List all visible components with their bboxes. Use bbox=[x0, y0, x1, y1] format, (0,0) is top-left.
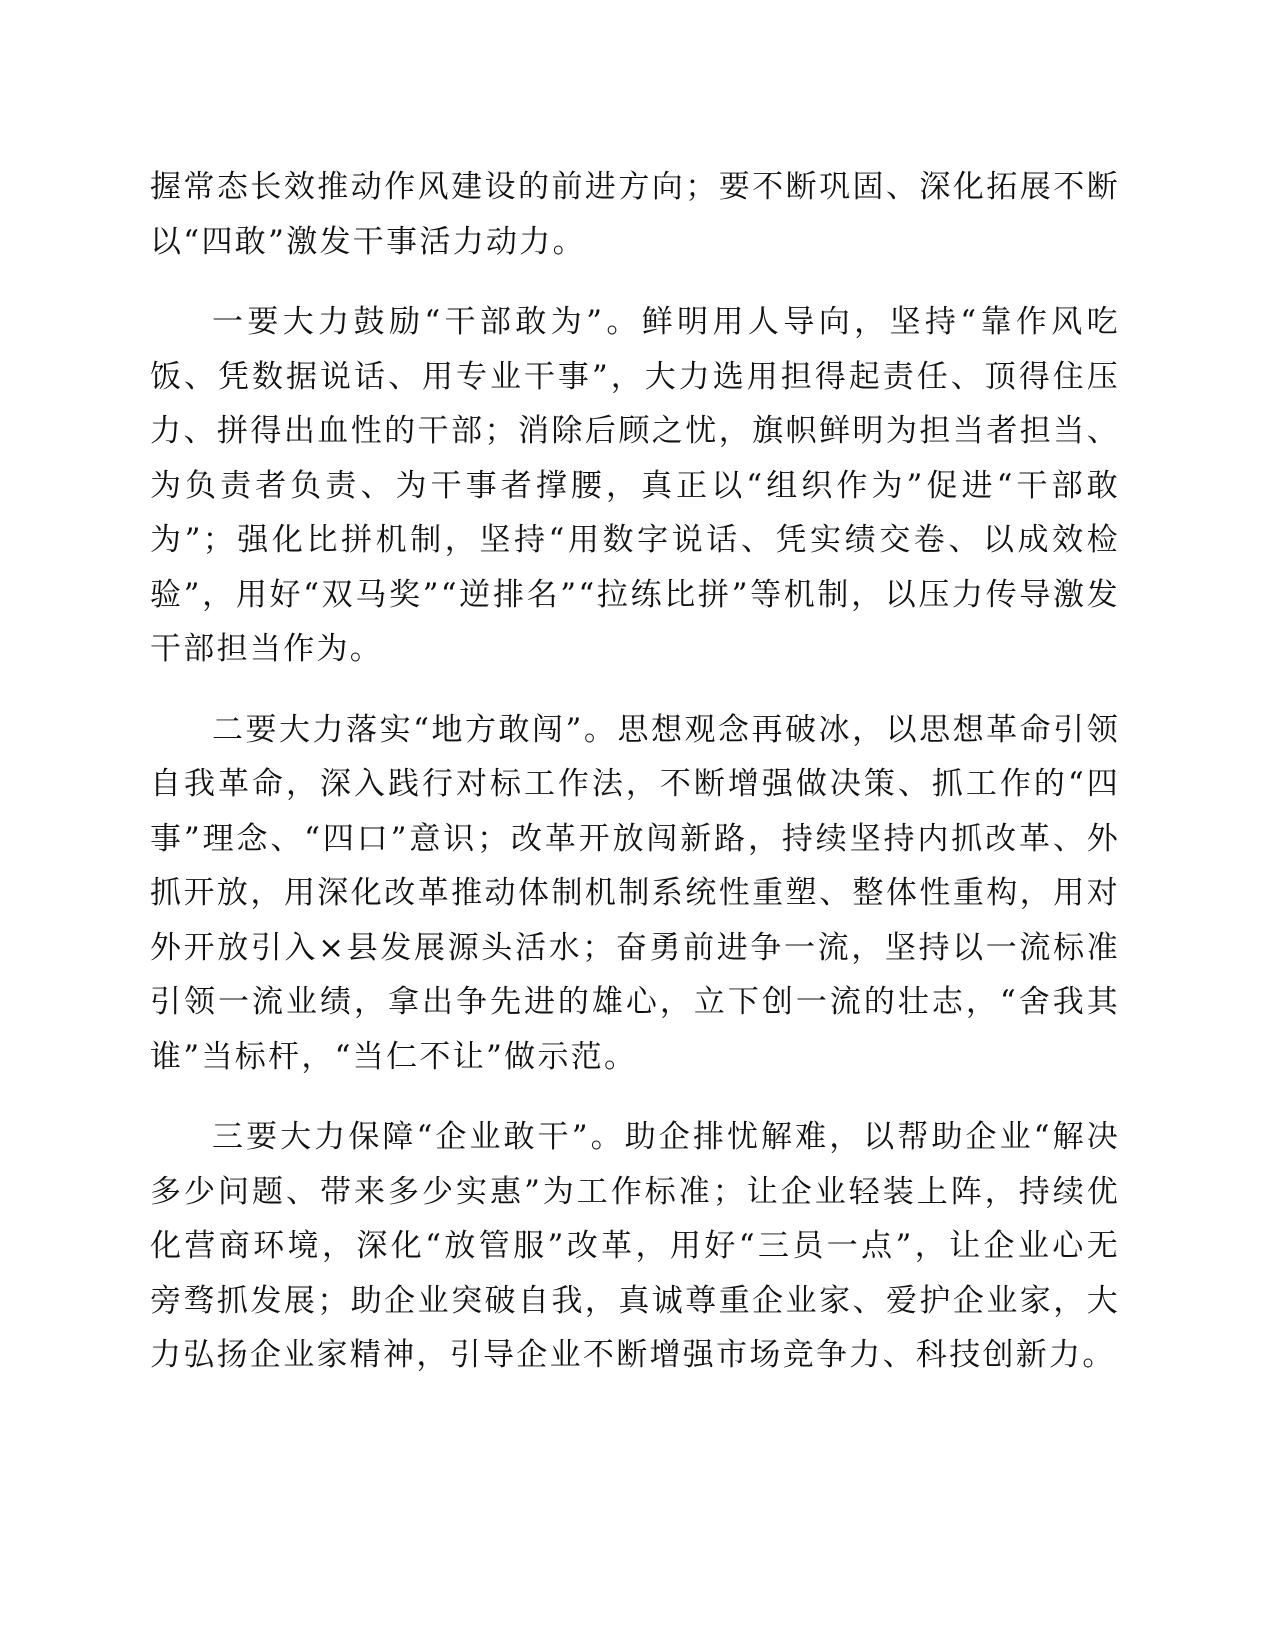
paragraph-cadres-dare: 一要大力鼓励“干部敢为”。鲜明用人导向，坚持“靠作风吃饭、凭数据说话、用专业干事”，大力选用担得起责任、顶得住压力、拼得出血性的干部；消除后顾之忧，旗帜鲜明为担当者担当、为负责者负责、为干事者撑腰，真正以“组织作为”促进“干部敢为”；强化比拼机制，坚持“用数字说话、凭实绩交卷、以成效检验”，用好“双马奖”“逆排名”“拉练比拼”等机制，以压力传导激发干部担当作为。 bbox=[150, 304, 1120, 667]
paragraph-enterprises-dare: 三要大力保障“企业敢干”。助企排忧解难，以帮助企业“解决多少问题、带来多少实惠”为工作标准；让企业轻装上阵，持续优化营商环境，深化“放管服”改革，用好“三员一点”，让企业心无旁骛抓发展；助企业突破自我，真诚尊重企业家、爱护企业家，大力弘扬企业家精神，引导企业不断增强市场竞争力、科技创新力。 bbox=[150, 1119, 1120, 1373]
paragraph-localities-dare: 二要大力落实“地方敢闯”。思想观念再破冰，以思想革命引领自我革命，深入践行对标工作法，不断增强做决策、抓工作的“四事”理念、“四口”意识；改革开放闯新路，持续坚持内抓改革、外抓开放，用深化改革推动体制机制系统性重塑、整体性重构，用对外开放引入×县发展源头活水；奋勇前进争一流，坚持以一流标准引领一流业绩，拿出争先进的雄心，立下创一流的壮志，“舍我其谁”当标杆，“当仁不让”做示范。 bbox=[150, 711, 1120, 1075]
document-body bbox=[150, 160, 1120, 1383]
paragraph-continuation: 握常态长效推动作风建设的前进方向；要不断巩固、深化拓展不断以“四敢”激发干事活力动力。 bbox=[150, 169, 1120, 260]
